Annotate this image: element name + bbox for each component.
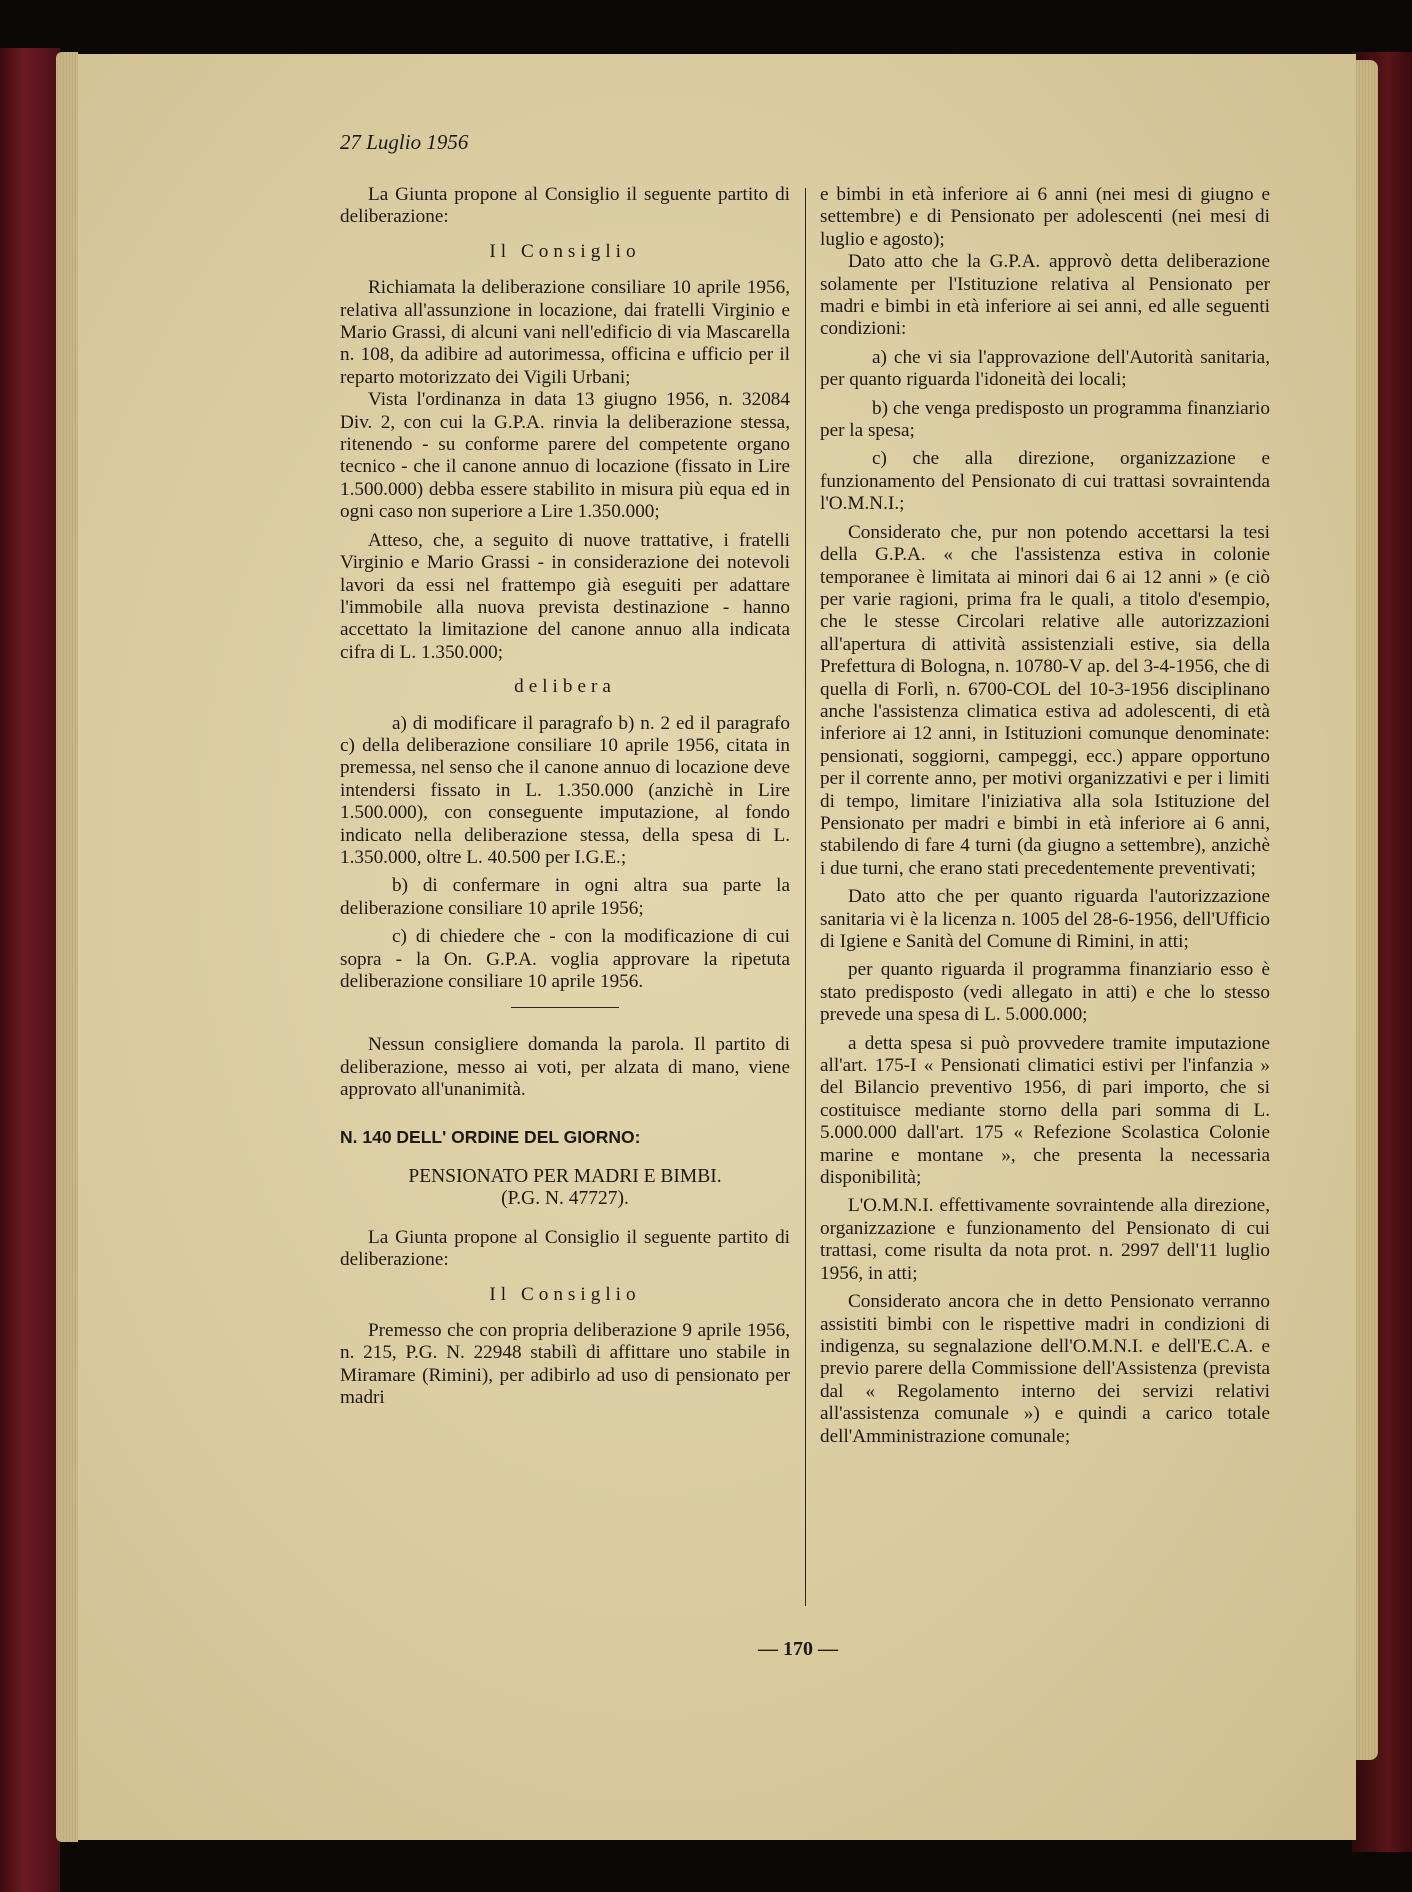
paragraph-spesa: a detta spesa si può provvedere tramite imputazione all'art. 175-I « Pensionati climatici estivi per l'infanzia » del Bilancio preventivo 1956, di pari importo, che si costituisce mediante storno della pari somma di L. 5.000.000 dall'art. 175 « Refezione Scolastica Colonie marine e montane », che presenta la necessaria disponibilità; <box>820 1032 1270 1189</box>
paragraph-autorizzazione: Dato atto che per quanto riguarda l'autorizzazione sanitaria vi è la licenza n. 1005 del 28-6-1956, dell'Ufficio di Igiene e Sanità del Comune di Rimini, in atti; <box>820 886 1270 952</box>
paragraph-atteso: Atteso, che, a seguito di nuove trattative, i fratelli Virginio e Mario Grassi - in considerazione dei notevoli lavori da essi nel frattempo già eseguiti per adattare l'immobile alla nuova prevista destinazione - hanno accettato la limitazione del canone annuo alla indicata cifra di L. 1.350.000; <box>340 529 790 663</box>
page-date-header: 27 Luglio 1956 <box>340 130 469 154</box>
paragraph-vista: Vista l'ordinanza in data 13 giugno 1956, n. 32084 Div. 2, con cui la G.P.A. rinvia la deliberazione stessa, ritenendo - su conforme parere del competente organo tecnico - che il canone annuo di locazione (fissato in Lire 1.500.000) debba essere stabilito in misura più equa ed in ogni caso non superiore a Lire 1.350.000; <box>340 389 790 523</box>
consiglio-heading-2: Il Consiglio <box>489 1283 641 1305</box>
section-divider <box>511 1007 619 1008</box>
book-cover-left <box>0 48 60 1892</box>
page-number: — 170 — <box>758 1638 838 1660</box>
paragraph-considerato-ancora: Considerato ancora che in detto Pensionato verranno assistiti bimbi con le rispettive madri in condizioni di indigenza, su segnalazione dell'O.M.N.I. e dell'E.C.A. e previo parere della Commissione dell'Assistenza (prevista dal « Regolamento interno dei servizi relativi all'assistenza comunale ») e quindi a carico totale dell'Amministrazione comunale; <box>820 1291 1270 1447</box>
paragraph-continuation: e bimbi in età inferiore ai 6 anni (nei mesi di giugno e settembre) e di Pensionato per adolescenti (nei mesi di luglio e agosto); <box>820 184 1270 250</box>
item-c: c) di chiedere che - con la modificazione di cui sopra - la On. G.P.A. voglia approvare la ripetuta deliberazione consiliare 10 aprile 1956. <box>340 926 790 992</box>
intro-paragraph-2: La Giunta propone al Consiglio il seguente partito di deliberazione: <box>340 1226 790 1271</box>
paragraph-omni: L'O.M.N.I. effettivamente sovraintende alla direzione, organizzazione e funzionamento del Pensionato di cui trattasi, come risulta da nota prot. n. 2997 dell'11 luglio 1956, in atti; <box>820 1195 1270 1284</box>
intro-paragraph: La Giunta propone al Consiglio il seguente partito di deliberazione: <box>340 184 790 228</box>
right-column <box>820 184 1270 1448</box>
book-page <box>78 54 1356 1840</box>
condition-c: c) che alla direzione, organizzazione e funzionamento del Pensionato di cui trattasi sovraintenda l'O.M.N.I.; <box>820 448 1270 515</box>
paragraph-richiamata: Richiamata la deliberazione consiliare 10 aprile 1956, relativa all'assunzione in locazione, dai fratelli Virginio e Mario Grassi, di alcuni vani nell'edificio di via Mascarella n. 108, da adibire ad autorimessa, officina e ufficio per il reparto motorizzato dei Vigili Urbani; <box>340 277 790 388</box>
item-a: a) di modificare il paragrafo b) n. 2 ed il paragrafo c) della deliberazione consiliare 10 aprile 1956, citata in premessa, nel senso che il canone annuo di locazione deve intendersi fissato in L. 1.350.000 (anzichè in Lire 1.500.000), con conseguente imputazione, al fondo indicato nella deliberazione stessa, della spesa di L. 1.350.000, oltre L. 40.500 per I.G.E.; <box>340 712 790 868</box>
section-title-line1: PENSIONATO PER MADRI E BIMBI. <box>408 1166 722 1188</box>
column-divider <box>805 188 806 1606</box>
condition-b: b) che venga predisposto un programma finanziario per la spesa; <box>820 397 1270 442</box>
paragraph-programma: per quanto riguarda il programma finanziario esso è stato predisposto (vedi allegato in atti) e che lo stesso prevede una spesa di L. 5.000.000; <box>820 959 1270 1026</box>
delibera-heading: delibera <box>514 676 616 698</box>
left-column <box>340 184 790 1410</box>
section-title <box>340 1166 790 1211</box>
consiglio-heading: Il Consiglio <box>489 240 641 262</box>
paragraph-dato-atto: Dato atto che la G.P.A. approvò detta deliberazione solamente per l'Istituzione relativa al Pensionato per madri e bimbi in età inferiore ai sei anni, ed alle seguenti condizioni: <box>820 251 1270 340</box>
page-edges-left <box>56 52 78 1842</box>
condition-a: a) che vi sia l'approvazione dell'Autorità sanitaria, per quanto riguarda l'idoneità dei locali; <box>820 346 1270 391</box>
agenda-item-heading: N. 140 DELL' ORDINE DEL GIORNO: <box>340 1126 641 1147</box>
paragraph-considerato: Considerato che, pur non potendo accettarsi la tesi della G.P.A. « che l'assistenza estiva in colonie temporanee è limitata ai minori dai 6 ai 12 anni » (e ciò per varie ragioni, prima fra le quali, a titolo d'esempio, che le stesse Circolari relative alle autorizzazioni all'apertura di attività assistenziali estive, sia della Prefettura di Bologna, n. 10780-V ap. del 3-4-1956, che di quella di Forlì, n. 6700-COL del 10-3-1956 disciplinano anche l'assistenza climatica estiva ad adolescenti, di età inferiore ai 12 anni, in Istituzioni comunque denominate: pensionati, soggiorni, campeggi, ecc.) appare opportuno per il corrente anno, per motivi organizzativi e per i limiti di tempo, limitare l'iniziativa alla sola Istituzione del Pensionato per madri e bimbi in età inferiore ai 6 anni, stabilendo di fare 4 turni (da giugno a settembre), anzichè i due turni, che erano stati precedentemente preventivati; <box>820 521 1270 879</box>
section-title-line2: (P.G. N. 47727). <box>501 1188 629 1210</box>
paragraph-premesso: Premesso che con propria deliberazione 9 aprile 1956, n. 215, P.G. N. 22948 stabilì di affittare uno stabile in Miramare (Rimini), per adibirlo ad uso di pensionato per madri <box>340 1320 790 1409</box>
item-b: b) di confermare in ogni altra sua parte la deliberazione consiliare 10 aprile 1956; <box>340 875 790 919</box>
vote-paragraph: Nessun consigliere domanda la parola. Il partito di deliberazione, messo ai voti, per alzata di mano, viene approvato all'unanimità. <box>340 1034 790 1101</box>
